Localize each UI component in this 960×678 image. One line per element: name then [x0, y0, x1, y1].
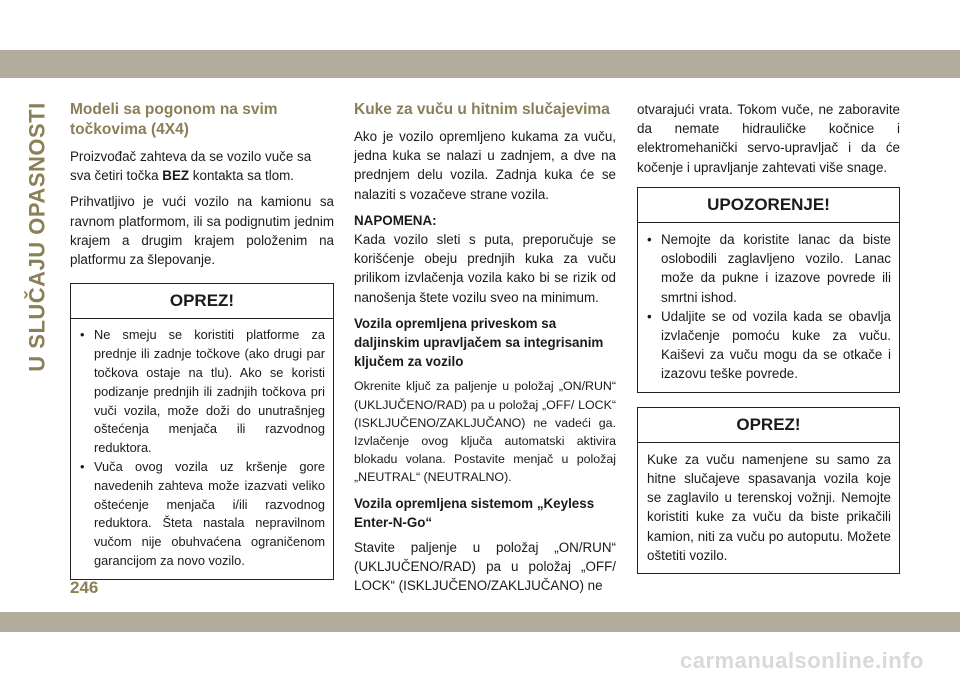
paragraph-towing-brakes: otvarajući vrata. Tokom vuče, ne zaboravite da nemate hidrauličke kočnice i elektromehanički servo-upravljač i da će kočenje i upravljanje zahtevati više snage. [637, 102, 900, 175]
column-left [70, 100, 334, 580]
note-text: Kada vozilo sleti s puta, preporučuje se korišćenje obeju prednjih kuka za vuču prilikom izvlačenja vozila kako bi se rizik od nanošenja štete vozilu sveo na minimum. [354, 232, 616, 305]
paragraph-tow-hooks: Ako je vozilo opremljeno kukama za vuču, jedna kuka se nalazi u zadnjem, a dve na prednjem delu vozila. Zadnja kuka će se nalaziti s vozačeve strane vozila. [354, 129, 616, 202]
caution-box-4x4 [70, 283, 334, 580]
section-side-tab [26, 96, 50, 378]
warning-box-body [638, 223, 899, 392]
paragraph-four-wheels-text-b: kontakta sa tlom. [189, 168, 295, 184]
warning-list [647, 230, 891, 384]
watermark: carmanualsonline.info [680, 648, 924, 673]
paragraph-four-wheels [70, 147, 334, 185]
warning-item: • Udaljite se od vozila kada se obavlja izvlačenje pomoću kuke za vuču. Kaiševi za vuču mogu da se otkače i izazovu teške povrede. [647, 307, 891, 384]
heading-4x4: Modeli sa pogonom na svim točkovima (4X4) [70, 101, 278, 138]
subheading-key-fob: Vozila opremljena priveskom sa daljinskim upravljačem sa integrisanim ključem za vozilo [354, 315, 604, 370]
note-label: NAPOMENA: [354, 212, 437, 228]
caution-item: • Ne smeju se koristiti platforme za prednje ili zadnje točkove (ako drugi par točkova ostaje na tlu). Ako se koristi podizanje prednjih ili zadnjih točkova pri vuči vozila, može doži do unutrašnjeg oštećenja menjača ili razvodnog reduktora. [80, 326, 325, 458]
paragraph-key-fob: Okrenite ključ za paljenje u položaj „ON/RUN“ (UKLJUČENO/RAD) pa u položaj „OFF/ LOCK“ (ISKLJUČENO/ZAKLJUČANO) ne vadeći ga. Izvlačenje ovog ključa automatski aktivira blokadu volana. Postavite menjač u položaj „NEUTRAL“ (NEUTRALNO). [354, 379, 616, 485]
paragraph-four-wheels-text-a: Proizvođač zahteva da se vozilo vuče sa sva četiri točka [70, 149, 312, 184]
caution-box-hooks-title: OPREZ! [638, 408, 899, 443]
subheading-keyless: Vozila opremljena sistemom „Keyless Enter-N-Go“ [354, 495, 595, 530]
warning-box-title: UPOZORENJE! [638, 188, 899, 223]
header-band [0, 50, 960, 78]
caution-item: • Vuča ovog vozila uz kršenje gore navedenih zahteva može izazvati veliko oštećenje menjača i/ili razvodnog reduktora. Šteta nastala nepravilnom vučom nije obuhvaćena ograničenom garancijom za novo vozilo. [80, 458, 325, 571]
warning-item: • Nemojte da koristite lanac da biste oslobodili zaglavljeno vozilo. Lanac može da pukne i izazove povrede ili smrtni ishod. [647, 230, 891, 307]
caution-box-hooks-text: Kuke za vuču namenjene su samo za hitne slučajeve spasavanja vozila koje se zaglavilo u terenskoj vožnji. Nemojte koristiti kuke za vuču da biste prikačili kamion, niti za vuču po autoputu. Možete oštetiti vozilo. [647, 451, 891, 563]
caution-box-4x4-body [71, 319, 333, 578]
caution-box-hooks [637, 407, 900, 574]
page-number: 246 [70, 578, 99, 597]
paragraph-flatbed: Prihvatljivo je vući vozilo na kamionu sa ravnom platformom, ili sa podignutim jednim krajem a drugim krajem položenim na platformu za šlepovanje. [70, 194, 334, 268]
footer-band [0, 612, 960, 632]
caution-list-4x4 [80, 326, 325, 570]
paragraph-keyless: Stavite paljenje u položaj „ON/RUN“ (UKLJUČENO/RAD) pa u položaj „OFF/ LOCK“ (ISKLJUČENO/ZAKLJUČANO) ne [354, 540, 616, 594]
section-side-tab-label: U SLUČAJU OPASNOSTI [25, 102, 51, 372]
column-middle [354, 100, 616, 603]
heading-tow-hooks: Kuke za vuču u hitnim slučajevima [354, 101, 610, 118]
warning-box [637, 187, 900, 393]
paragraph-four-wheels-bold: BEZ [162, 168, 190, 184]
caution-box-4x4-title: OPREZ! [71, 284, 333, 319]
column-right [637, 100, 900, 574]
